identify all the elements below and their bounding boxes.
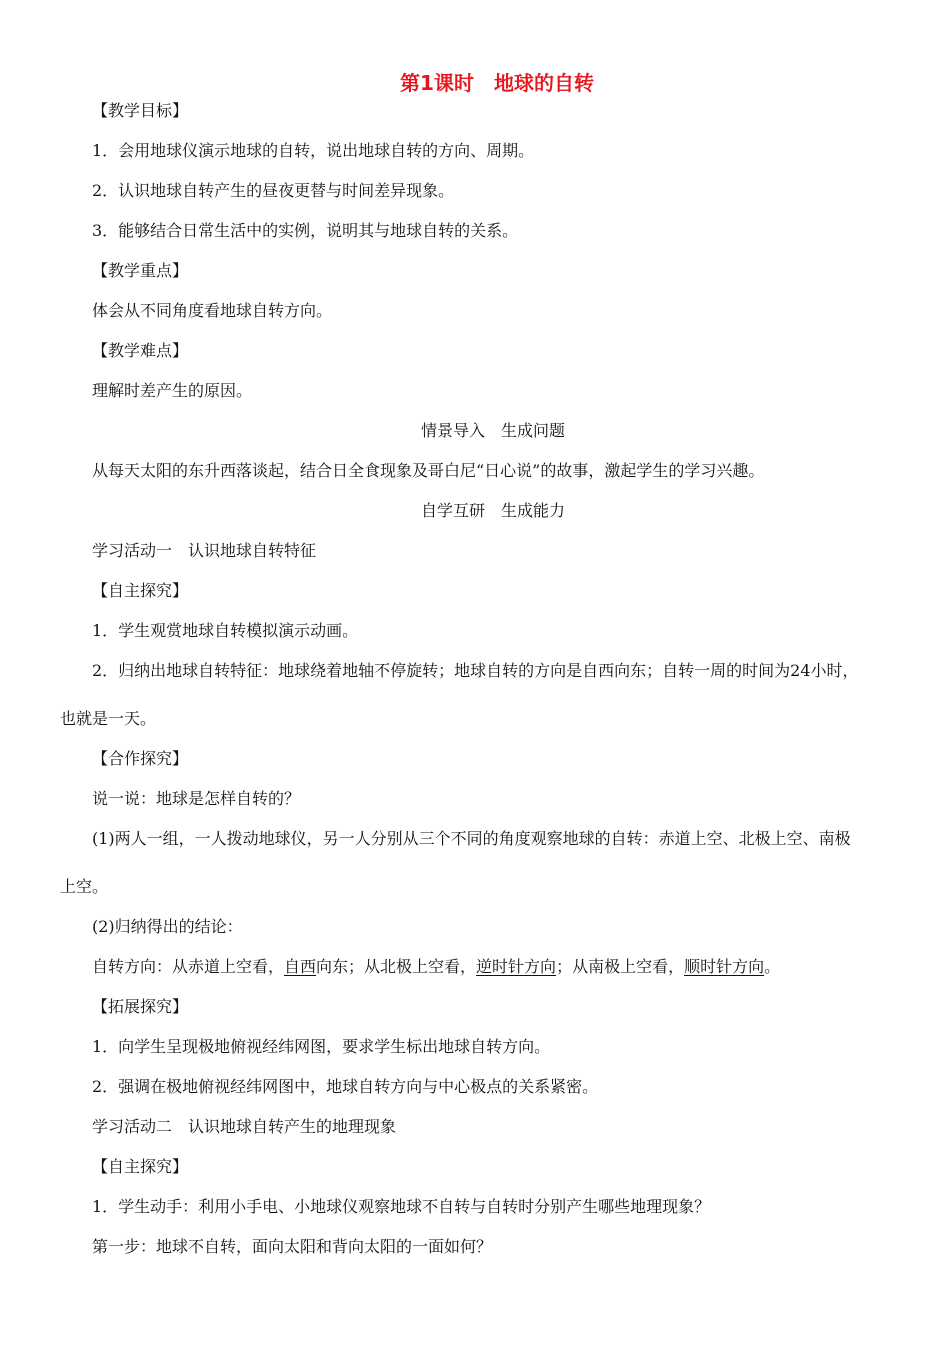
activity2-self-heading: 【自主探究】 xyxy=(92,1157,189,1176)
goal-item-1: 1．会用地球仪演示地球的自转，说出地球自转的方向、周期。 xyxy=(92,141,535,160)
answer-blank-2: 逆时针方向 xyxy=(476,957,557,976)
goal-item-3: 3．能够结合日常生活中的实例，说明其与地球自转的关系。 xyxy=(92,221,519,240)
conclusion-text-4: 。 xyxy=(764,957,781,976)
intro-text: 从每天太阳的东升西落谈起，结合日全食现象及哥白尼“日心说”的故事，激起学生的学习兴趣。 xyxy=(92,461,765,480)
self-study-heading: 自学互研 生成能力 xyxy=(420,501,565,520)
goal-item-2: 2．认识地球自转产生的昼夜更替与时间差异现象。 xyxy=(92,181,455,200)
coop-item-1: (1)两人一组，一人拨动地球仪，另一人分别从三个不同的角度观察地球的自转：赤道上空、北极上空、南极 xyxy=(92,829,851,848)
conclusion-text-1: 自转方向：从赤道上空看， xyxy=(92,957,285,976)
activity1-self-item-2-cont: 也就是一天。 xyxy=(60,709,157,728)
page-title: 第1课时 地球的自转 xyxy=(400,71,594,95)
difficulty-text: 理解时差产生的原因。 xyxy=(92,381,253,400)
ext-item-2: 2．强调在极地俯视经纬网图中，地球自转方向与中心极点的关系紧密。 xyxy=(92,1077,599,1096)
coop-heading: 【合作探究】 xyxy=(92,749,189,768)
coop-item-1-cont: 上空。 xyxy=(60,877,109,896)
activity1-self-item-1: 1．学生观赏地球自转模拟演示动画。 xyxy=(92,621,359,640)
coop-prompt: 说一说：地球是怎样自转的？ xyxy=(92,789,301,808)
activity2-item-1: 1．学生动手：利用小手电、小地球仪观察地球不自转与自转时分别产生哪些地理现象？ xyxy=(92,1197,711,1216)
intro-heading: 情景导入 生成问题 xyxy=(420,421,565,440)
conclusion-text-2: 向东；从北极上空看， xyxy=(316,957,477,976)
key-point-heading: 【教学重点】 xyxy=(92,261,189,280)
conclusion-line xyxy=(92,956,780,978)
activity1-title: 学习活动一 认识地球自转特征 xyxy=(92,541,317,560)
difficulty-heading: 【教学难点】 xyxy=(92,341,189,360)
goals-heading: 【教学目标】 xyxy=(92,101,189,120)
coop-item-2: (2)归纳得出的结论： xyxy=(92,917,243,936)
answer-blank-3: 顺时针方向 xyxy=(684,957,765,976)
ext-heading: 【拓展探究】 xyxy=(92,997,189,1016)
activity1-self-item-2: 2．归纳出地球自转特征：地球绕着地轴不停旋转；地球自转的方向是自西向东；自转一周的时间为24小时， xyxy=(92,661,859,680)
key-point-text: 体会从不同角度看地球自转方向。 xyxy=(92,301,333,320)
answer-blank-1: 自西 xyxy=(284,957,317,976)
activity2-item-2: 第一步：地球不自转，面向太阳和背向太阳的一面如何？ xyxy=(92,1237,493,1256)
conclusion-text-3: ；从南极上空看， xyxy=(556,957,685,976)
activity2-title: 学习活动二 认识地球自转产生的地理现象 xyxy=(92,1117,397,1136)
activity1-self-heading: 【自主探究】 xyxy=(92,581,189,600)
ext-item-1: 1．向学生呈现极地俯视经纬网图，要求学生标出地球自转方向。 xyxy=(92,1037,551,1056)
